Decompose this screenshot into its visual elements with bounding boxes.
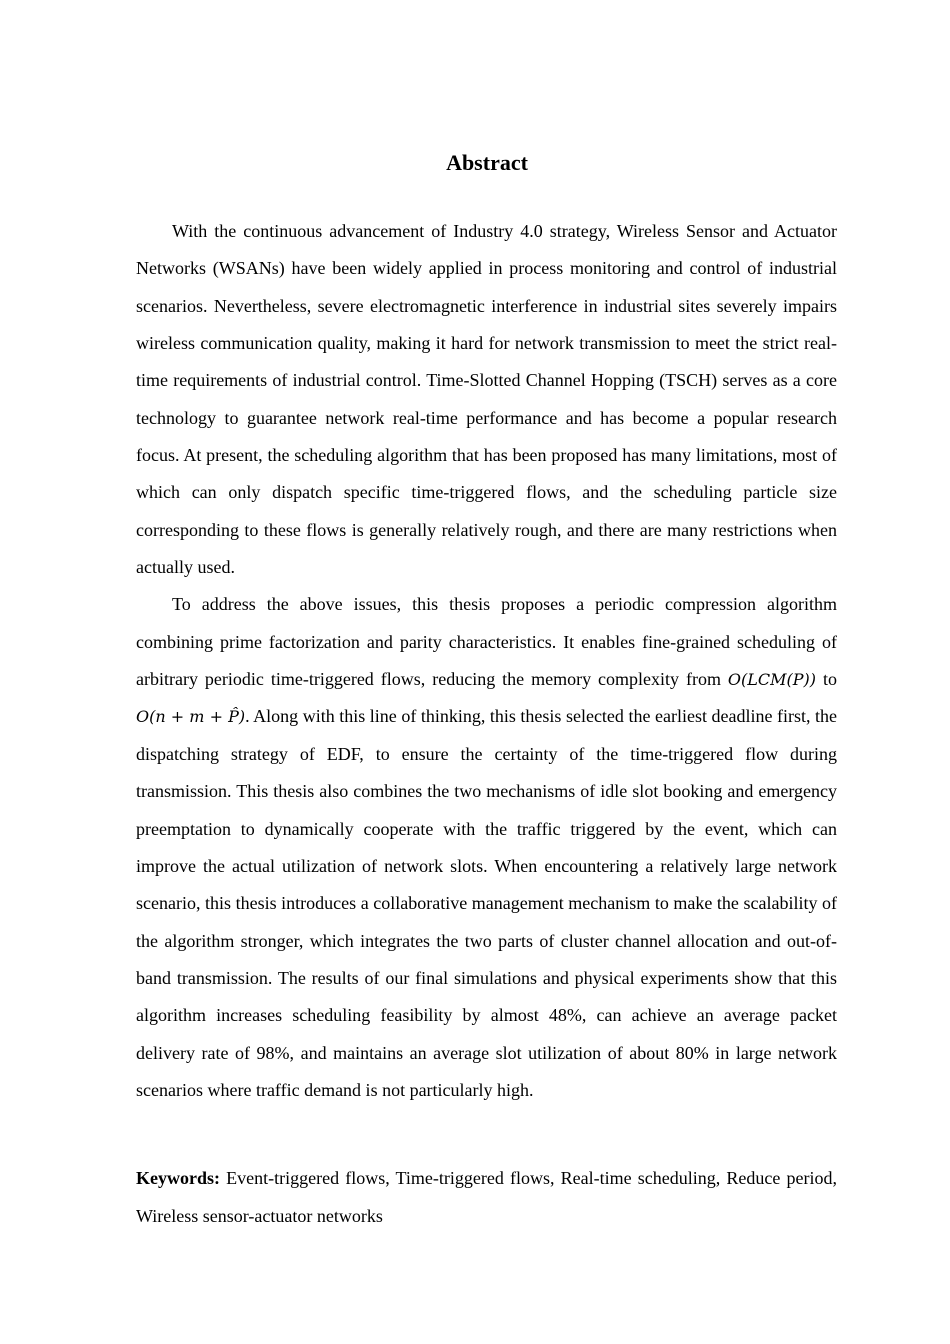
abstract-paragraph-1: With the continuous advancement of Industry 4.0 strategy, Wireless Sensor and Actuator Networks (WSANs) have been widely applied in process monitoring and control of industrial scenarios. Nevertheless, severe electromagnetic interference in industrial sites severely impairs wireless communication quality, making it hard for network transmission to meet the strict real-time requirements of industrial control. Time-Slotted Channel Hopping (TSCH) serves as a core technology to guarantee network real-time performance and has become a popular research focus. At present, the scheduling algorithm that has been proposed has many limitations, most of which can only dispatch specific time-triggered flows, and the scheduling particle size corresponding to these flows is generally relatively rough, and there are many restrictions when actually used. bbox=[136, 221, 837, 578]
abstract-body bbox=[136, 213, 837, 1109]
keywords-label: Keywords: bbox=[136, 1168, 220, 1188]
keywords-section bbox=[136, 1159, 837, 1235]
abstract-title: Abstract bbox=[446, 150, 528, 175]
paragraph-2-text-end: . Along with this line of thinking, this thesis selected the earliest deadline first, the dispatching strategy of EDF, to ensure the certainty of the time-triggered flow during transmission. This thesis also combines the two mechanisms of idle slot booking and emergency preemptation to dynamically cooperate with the traffic triggered by the event, which can improve the actual utilization of network slots. When encountering a relatively large network scenario, this thesis introduces a collaborative management mechanism to make the scalability of the algorithm stronger, which integrates the two parts of cluster channel allocation and out-of-band transmission. The results of our final simulations and physical experiments show that this algorithm increases scheduling feasibility by almost 48%, can achieve an average packet delivery rate of 98%, and maintains an average slot utilization of about 80% in large network scenarios where traffic demand is not particularly high. bbox=[136, 706, 838, 1100]
paragraph-2-text-start: To address the above issues, this thesis proposes a periodic compression algorithm combining prime factorization and parity characteristics. It enables fine-grained scheduling of arbitrary periodic time-triggered flows, reducing the memory complexity from bbox=[136, 594, 837, 690]
complexity-formula-new: O(n + m + P̂) bbox=[136, 707, 246, 727]
keywords-list: Event-triggered flows, Time-triggered flows, Real-time scheduling, Reduce period, Wireless sensor-actuator networks bbox=[136, 1168, 837, 1226]
paragraph-2-text-between: to bbox=[816, 669, 837, 690]
abstract-paragraph-2 bbox=[136, 586, 837, 1109]
complexity-formula-old: O(LCM(P)) bbox=[727, 670, 817, 690]
